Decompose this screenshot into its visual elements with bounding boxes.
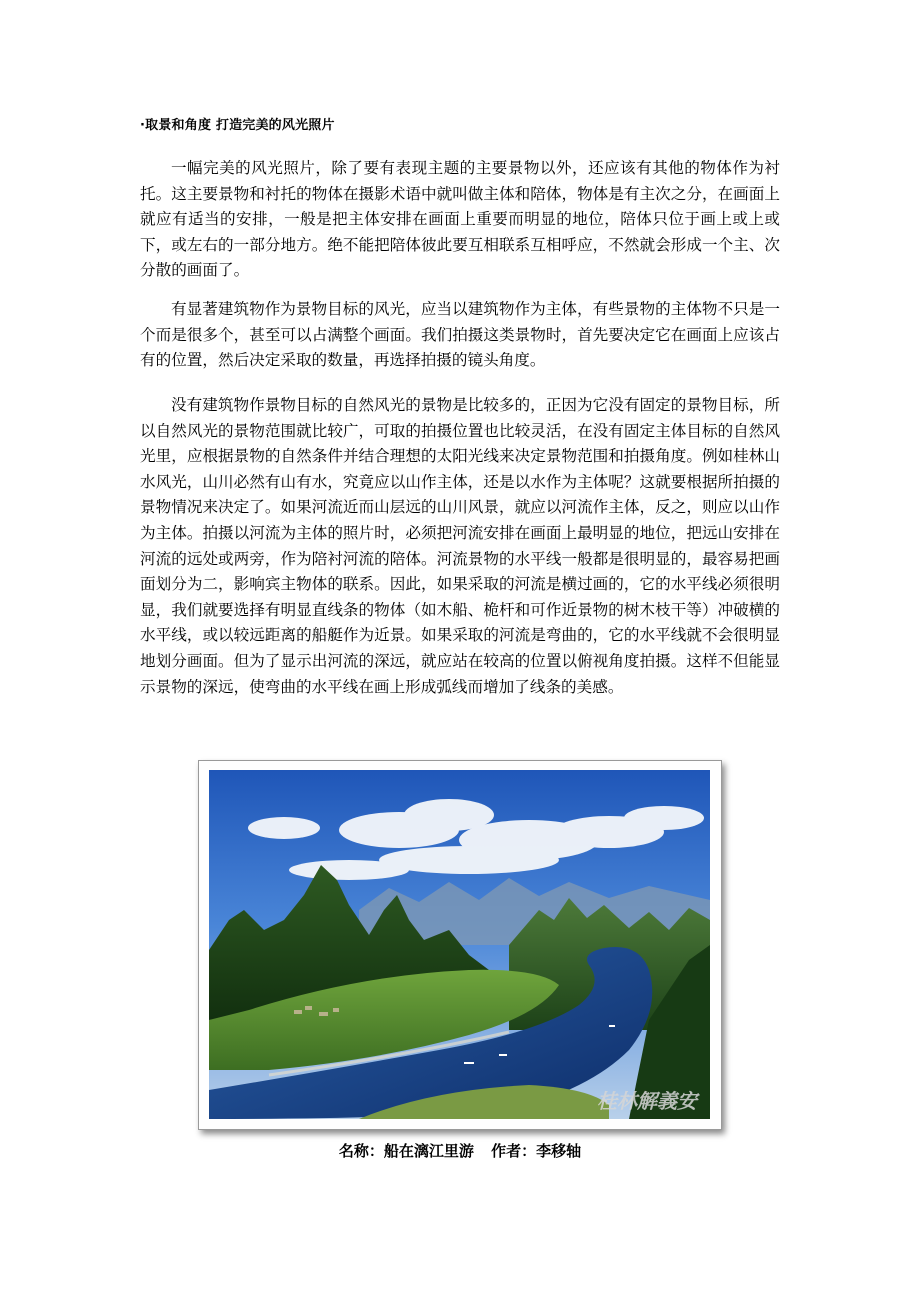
caption-photo-author: 作者：李移轴 <box>491 1142 582 1160</box>
li-river-landscape-photo <box>209 770 710 1119</box>
landscape-photo-frame <box>198 760 722 1130</box>
article-title: ·取景和角度 打造完美的风光照片 <box>140 118 335 133</box>
paragraph-1: 一幅完美的风光照片，除了要有表现主题的主要景物以外，还应该有其他的物体作为衬托。这主要景物和衬托的物体在摄影术语中就叫做主体和陪体，物体是有主次之分，在画面上就应有适当的安排，一般是把主体安排在画面上重要而明显的地位，陪体只位于画上或上或下，或左右的一部分地方。绝不能把陪体彼此要互相联系互相呼应，不然就会形成一个主、次分散的画面了。 <box>140 159 780 280</box>
paragraph-3: 没有建筑物作景物目标的自然风光的景物是比较多的，正因为它没有固定的景物目标，所以自然风光的景物范围就比较广，可取的拍摄位置也比较灵活，在没有固定主体目标的自然风光里，应根据景物的自然条件并结合理想的太阳光线来决定景物范围和拍摄角度。例如桂林山水风光，山川必然有山有水，究竟应以山作主体，还是以水作为主体呢？这就要根据所拍摄的景物情况来决定了。如果河流近而山层远的山川风景，就应以河流作主体，反之，则应以山作为主体。拍摄以河流为主体的照片时，必须把河流安排在画面上最明显的地位，把远山安排在河流的远处或两旁，作为陪衬河流的陪体。河流景物的水平线一般都是很明显的，最容易把画面划分为二，影响宾主物体的联系。因此，如果采取的河流是横过画的，它的水平线必须很明显，我们就要选择有明显直线条的物体（如木船、桅杆和可作近景物的树木枝干等）冲破横的水平线，或以较远距离的船艇作为近景。如果采取的河流是弯曲的，它的水平线就不会很明显地划分画面。但为了显示出河流的深远，就应站在较高的位置以俯视角度拍摄。这样不但能显示景物的深远，使弯曲的水平线在画上形成弧线而增加了线条的美感。 <box>140 396 780 696</box>
caption-photo-name: 名称：船在漓江里游 <box>338 1142 474 1160</box>
photo-watermark: 桂林解義安 <box>597 1089 697 1113</box>
paragraph-2: 有显著建筑物作为景物目标的风光，应当以建筑物作为主体，有些景物的主体物不只是一个而是很多个，甚至可以占满整个画面。我们拍摄这类景物时，首先要决定它在画面上应该占有的位置，然后决定采取的数量，再选择拍摄的镜头角度。 <box>140 300 780 370</box>
photo-caption <box>0 1140 920 1161</box>
